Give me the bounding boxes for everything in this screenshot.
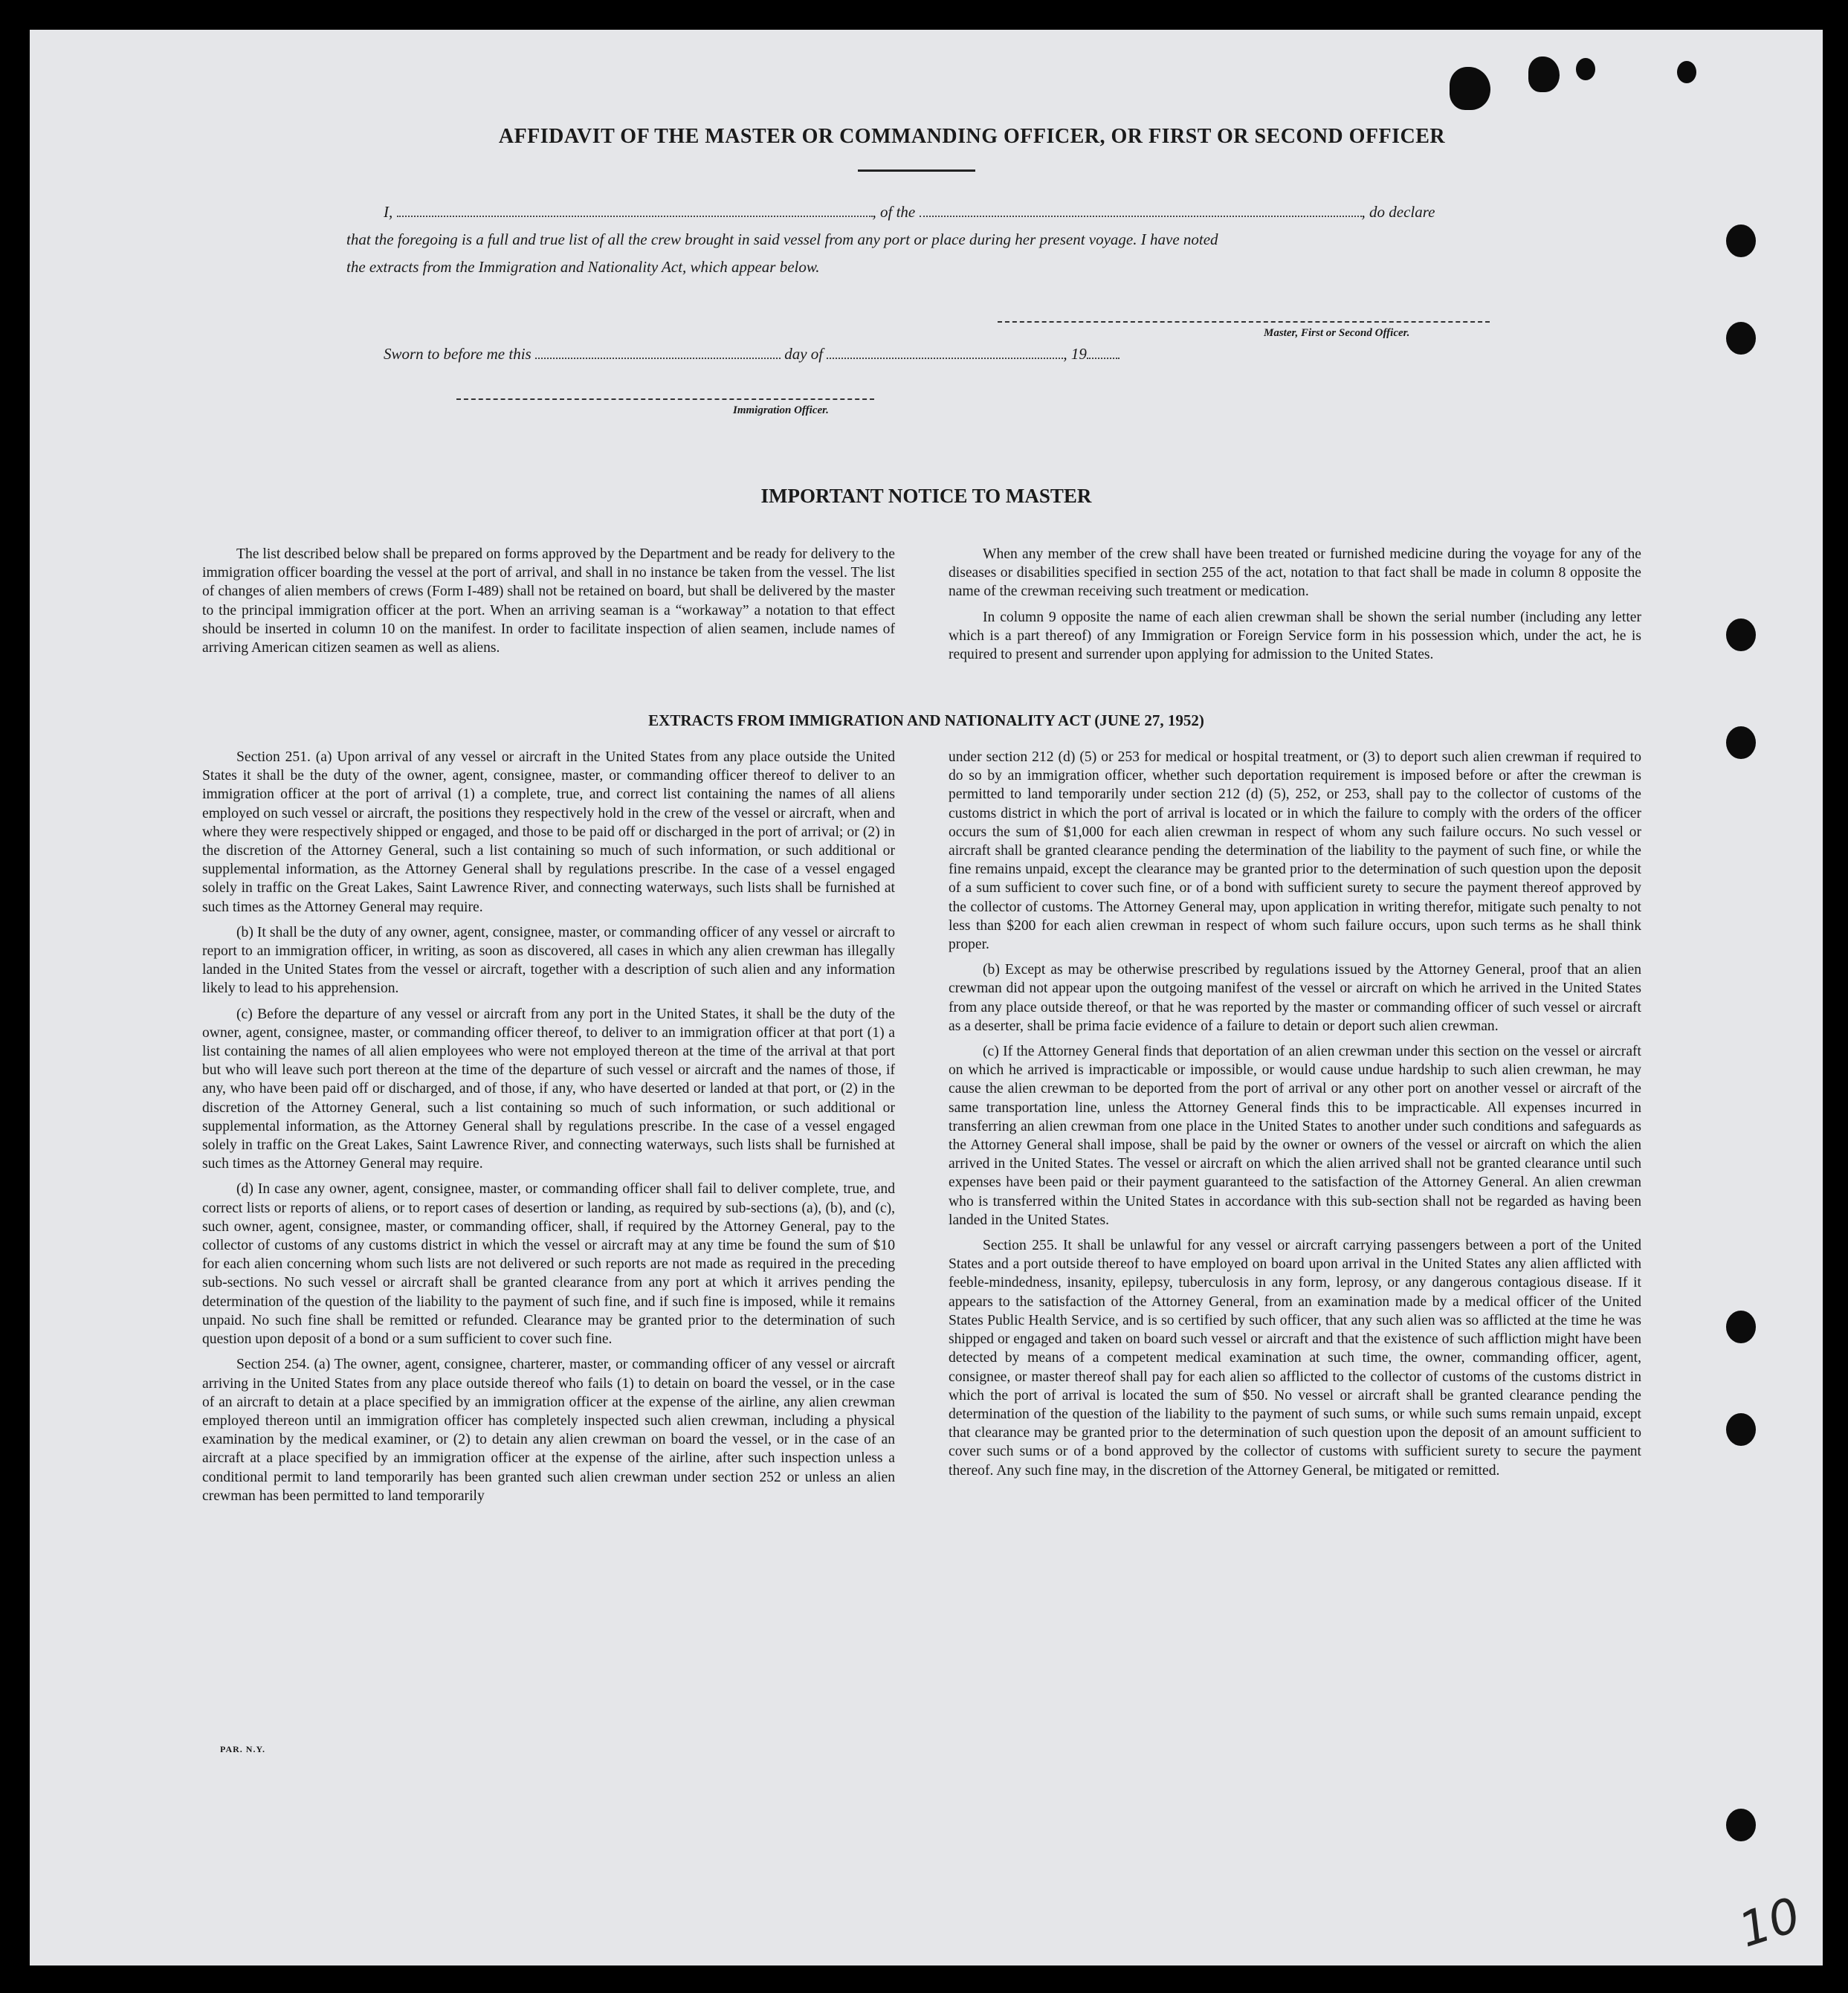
extracts-right-column	[949, 748, 1641, 1487]
extracts-title: EXTRACTS FROM IMMIGRATION AND NATIONALITY ACT (JUNE 27, 1952)	[648, 711, 1204, 729]
sworn-month-field[interactable]	[827, 347, 1063, 359]
sworn-date-field[interactable]	[535, 347, 781, 359]
notice-paragraph: When any member of the crew shall have been treated or furnished medicine during the voyage for any of the diseases or disabilities specified in section 255 of the act, notation to that fact shall be made in column 8 opposite the name of the crewman receiving such treatment or medication.	[949, 546, 1641, 600]
punch-hole	[1726, 225, 1756, 257]
document-page	[30, 30, 1823, 1965]
immigration-officer-label: Immigration Officer.	[733, 404, 829, 416]
punch-hole	[1726, 726, 1756, 759]
sworn-prefix: Sworn to before me this	[384, 345, 532, 363]
master-signature-line[interactable]	[998, 321, 1490, 323]
declare-label: , do declare	[1361, 203, 1435, 221]
punch-hole	[1726, 322, 1756, 355]
notice-right-column	[949, 545, 1641, 671]
printer-mark: PAR. N.Y.	[220, 1744, 266, 1754]
title-divider	[858, 169, 975, 172]
vessel-name-field[interactable]	[920, 205, 1362, 217]
punch-hole	[1726, 618, 1756, 651]
sworn-line	[384, 345, 1120, 364]
ink-blot	[1528, 56, 1560, 92]
notice-left-column	[202, 545, 895, 664]
statute-paragraph: under section 212 (d) (5) or 253 for medical or hospital treatment, or (3) to deport such alien crewman if required to do so by an immigration officer, whether such deportation requirement is imposed before or after the crewman is permitted to land temporarily under section 212 (d) (5), 252, or 253, shall pay to the collector of customs of the customs district in which the port of arrival is located or in which the failure to comply with the orders of the officer occurs the sum of $1,000 for each alien crewman in respect of whom any such failure occurs. No such vessel or aircraft shall be granted clearance pending the determination of the liability to the payment of such fine, or while the fine remains unpaid, except the clearance may be granted prior to the determination of such question upon the deposit of a sum sufficient to cover such fine, or of a bond with sufficient surety to secure the payment thereof approved by the collector of customs. The Attorney General may, upon application in writing therefor, mitigate such penalty to not less than $200 for each alien crewman in respect of whom such failure occurs, upon such terms as he shall think proper.	[949, 749, 1641, 953]
handwritten-page-number: 10	[1732, 1887, 1807, 1959]
punch-hole	[1726, 1311, 1756, 1343]
affidavit-title: AFFIDAVIT OF THE MASTER OR COMMANDING OFFICER, OR FIRST OR SECOND OFFICER	[498, 125, 1446, 148]
notice-title: IMPORTANT NOTICE TO MASTER	[760, 485, 1092, 507]
declarant-name-field[interactable]	[397, 205, 873, 217]
declaration-line-1	[384, 203, 1435, 222]
notice-paragraph: The list described below shall be prepared on forms approved by the Department and be ready for delivery to the immigration officer boarding the vessel at the port of arrival, and shall in no instance be taken from the vessel. The list of changes of alien members of crews (Form I-489) shall not be retained on board, but shall be delivered by the master to the principal immigration officer at the port. When an arriving seaman is a “workaway” a notation to that effect should be inserted in column 10 on the manifest. In order to facilitate inspection of alien seamen, include names of arriving American citizen seamen as well as aliens.	[202, 546, 895, 656]
statute-paragraph: Section 254. (a) The owner, agent, consignee, charterer, master, or commanding officer of any vessel or aircraft arriving in the United States from any place outside thereof who fails (1) to detain on board the vessel, or in the case of an aircraft to detain at a place specified by an immigration officer at the expense of the airline, any alien crewman employed thereon until an immigration officer has completely inspected such alien crewman, including a physical examination by the medical examiner, or (2) to detain any alien crewman on board the vessel, or in the case of an aircraft at a place specified by an immigration officer at the expense of the airline, after such inspection unless a conditional permit to land temporarily has been granted such alien crewman under section 252 or unless an alien crewman has been permitted to land temporarily	[202, 1357, 895, 1504]
ink-blot	[1450, 67, 1490, 110]
punch-hole	[1726, 1809, 1756, 1841]
immigration-officer-signature-line[interactable]	[456, 398, 874, 400]
statute-paragraph: (b) It shall be the duty of any owner, agent, consignee, master, or commanding officer of any vessel or aircraft to report to an immigration officer, in writing, as soon as discovered, all cases in which any alien crewman has illegally landed in the United States from the vessel or aircraft, together with a description of such alien and any information likely to lead to his apprehension.	[202, 924, 895, 997]
punch-hole	[1576, 58, 1595, 80]
punch-hole	[1726, 1413, 1756, 1446]
notice-paragraph: In column 9 opposite the name of each alien crewman shall be shown the serial number (including any letter which is a part thereof) of any Immigration or Foreign Service form in his possession which, under the act, he is required to present and surrender upon applying for admission to the United States.	[949, 609, 1641, 663]
day-of-label: day of	[784, 345, 824, 363]
year-prefix: , 19	[1063, 345, 1087, 363]
declaration-line-2: that the foregoing is a full and true list of all the crew brought in said vessel from any port or place during her present voyage. I have noted	[346, 230, 1218, 248]
of-the-label: , of the	[872, 203, 916, 221]
extracts-left-column	[202, 748, 895, 1512]
statute-paragraph: (c) Before the departure of any vessel or aircraft from any port in the United States, it shall be the duty of the owner, agent, consignee, master, or commanding officer thereof, to deliver to an immigration officer at that port (1) a list containing the names of all alien employees who were not employed thereon at the time of the arrival at that port but who will leave such port thereon at the time of the departure of such vessel or aircraft and the names of those, if any, who have been paid off or discharged, and of those, if any, who have deserted or landed at that port, or (2) in the discretion of the Attorney General, such a list containing so much of such information, or such additional or supplemental information, as the Attorney General shall by regulations prescribe. In the case of a vessel engaged solely in traffic on the Great Lakes, Saint Lawrence River, and connecting waterways, such lists shall be furnished at such times as the Attorney General may require.	[202, 1006, 895, 1172]
statute-paragraph: (d) In case any owner, agent, consignee, master, or commanding officer shall fail to deliver complete, true, and correct lists or reports of aliens, or to report cases of desertion or landing, as required by sub-sections (a), (b), and (c), such owner, agent, consignee, master, or commanding officer, shall, if required by the Attorney General, pay to the collector of customs of any customs district in which the vessel or aircraft may at any time be found the sum of $10 for each alien concerning whom such lists are not delivered or such reports are not made as required in the preceding sub-sections. No such vessel or aircraft shall be granted clearance from any port at which it arrives pending the determination of the question of the liability to the payment of such fine, and if such fine is imposed, while it remains unpaid. No such fine shall be remitted or refunded. Clearance may be granted prior to the determination of such question upon deposit of a bond or a sum sufficient to cover such fine.	[202, 1181, 895, 1348]
sworn-year-field[interactable]	[1087, 347, 1120, 359]
statute-paragraph: Section 255. It shall be unlawful for any vessel or aircraft carrying passengers between a port of the United States and a port outside thereof to have employed on board upon arrival in the United States any alien afflicted with feeble-mindedness, insanity, epilepsy, tuberculosis in any form, leprosy, or any dangerous contagious disease. If it appears to the satisfaction of the Attorney General, from an examination made by a medical officer of the United States Public Health Service, and is so certified by such officer, that any such alien was so afflicted at the time he was shipped or engaged and taken on board such vessel or aircraft and that the existence of such affliction might have been detected by means of a competent medical examination at such time, the owner, commanding officer, agent, consignee, or master thereof shall pay for each alien so afflicted to the collector of customs of the customs district in which the port of arrival is located the sum of $50. No vessel or aircraft shall be granted clearance pending the determination of the question of the liability to the payment of such sums, or while such sums remain unpaid, except that clearance may be granted prior to the determination of such question upon the deposit of an amount sufficient to cover such sums or of a bond approved by the collector of customs with sufficient surety to secure the payment thereof. Any such fine may, in the discretion of the Attorney General, be mitigated or remitted.	[949, 1238, 1641, 1479]
statute-paragraph: (c) If the Attorney General finds that deportation of an alien crewman under this section on the vessel or aircraft on which he arrived is impracticable or impossible, or would cause undue hardship to such alien crewman, he may cause the alien crewman to be deported from the port of arrival or any other port on another vessel or aircraft of the same transportation line, unless the Attorney General finds this to be impracticable. All expenses incurred in transferring an alien crewman from one place in the United States to another under such conditions and safeguards as the Attorney General shall impose, shall be paid by the owner or owners of the vessel or aircraft on which the alien arrived in the United States. The vessel or aircraft on which the alien arrived shall not be granted clearance until such expenses have been paid or their payment guaranteed to the satisfaction of the Attorney General. An alien crewman who is transferred within the United States in accordance with this sub-section shall not be regarded as having been landed in the United States.	[949, 1044, 1641, 1228]
declaration-line-3: the extracts from the Immigration and Nationality Act, which appear below.	[346, 258, 820, 276]
punch-hole	[1677, 61, 1696, 83]
master-signature-label: Master, First or Second Officer.	[1264, 327, 1410, 339]
declarant-prefix: I,	[384, 203, 393, 221]
statute-paragraph: Section 251. (a) Upon arrival of any vessel or aircraft in the United States from any place outside the United States it shall be the duty of the owner, agent, consignee, master, or commanding officer thereof to deliver to an immigration officer at the port of arrival (1) a complete, true, and correct list containing the names of all aliens employed on such vessel or aircraft, the positions they respectively hold in the crew of the vessel or aircraft, when and where they were respectively shipped or engaged, and those to be paid off or discharged in the port of arrival; or (2) in the discretion of the Attorney General, such a list containing so much of such information, or such additional or supplemental information, as the Attorney General shall by regulations prescribe. In the case of a vessel engaged solely in traffic on the Great Lakes, Saint Lawrence River, and connecting waterways, such lists shall be furnished at such times as the Attorney General may require.	[202, 749, 895, 915]
statute-paragraph: (b) Except as may be otherwise prescribed by regulations issued by the Attorney General, proof that an alien crewman did not appear upon the outgoing manifest of the vessel or aircraft on which he arrived in the United States from any place outside thereof, or that he was reported by the master or commanding officer of such vessel or aircraft as a deserter, shall be prima facie evidence of a failure to detain or deport such alien crewman.	[949, 962, 1641, 1034]
